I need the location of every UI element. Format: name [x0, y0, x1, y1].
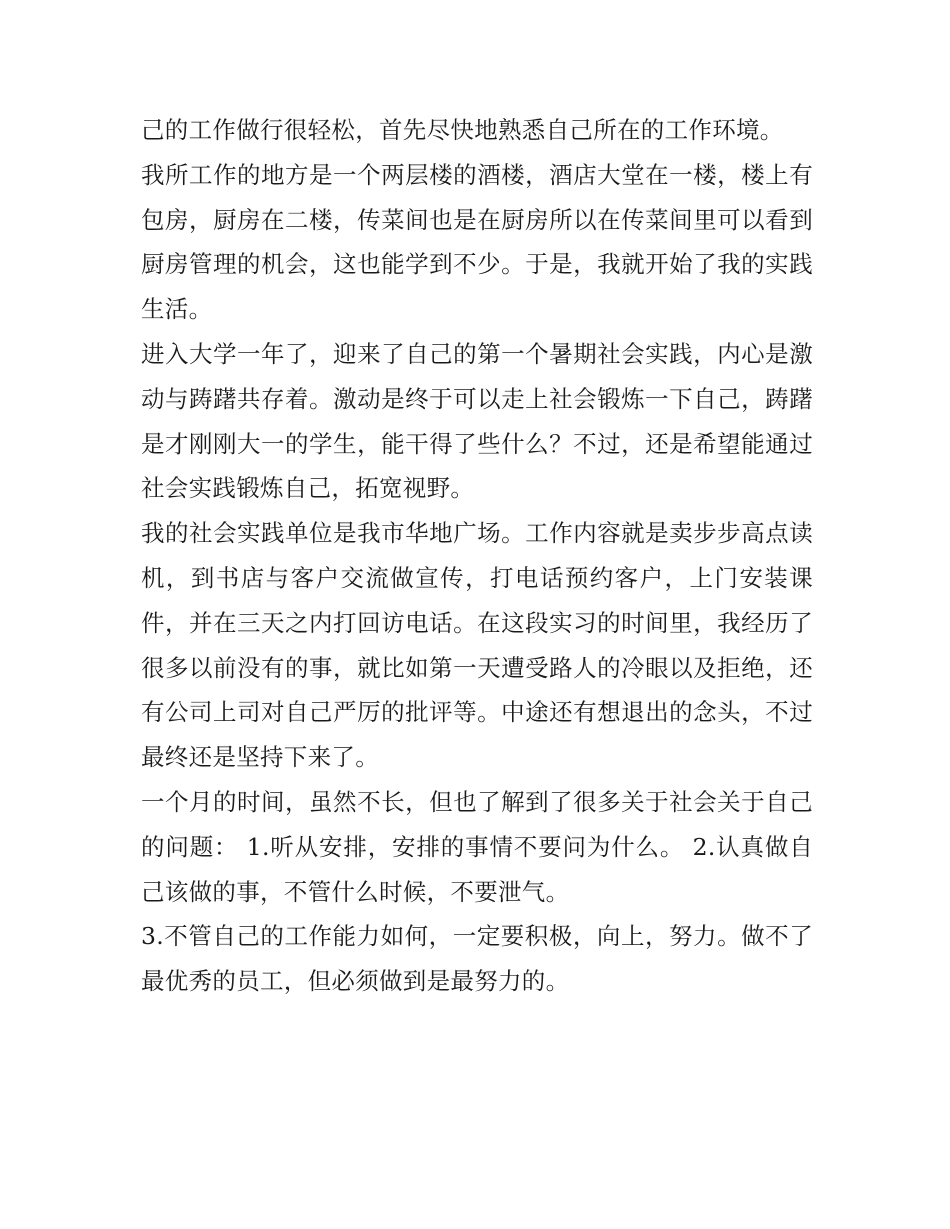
paragraph-4: 我的社会实践单位是我市华地广场。工作内容就是卖步步高点读机，到书店与客户交流做宣传，打电话预约客户，上门安装课件，并在三天之内打回访电话。在这段实习的时间里，我经历了很多以前没有的事，就比如第一天遭受路人的冷眼以及拒绝，还有公司上司对自己严厉的批评等。中途还有想退出的念头，不过最终还是坚持下来了。 — [141, 519, 813, 772]
paragraph-6: 3.不管自己的工作能力如何，一定要积极，向上，努力。做不了最优秀的员工，但必须做到是最努力的。 — [141, 922, 813, 996]
document-body — [141, 108, 813, 1004]
paragraph-5: 一个月的时间，虽然不长，但也了解到了很多关于社会关于自己的问题： 1.听从安排，安排的事情不要问为什么。 2.认真做自己该做的事，不管什么时候，不要泄气。 — [141, 787, 813, 906]
paragraph-3: 进入大学一年了，迎来了自己的第一个暑期社会实践，内心是激动与踌躇共存着。激动是终于可以走上社会锻炼一下自己，踌躇是才刚刚大一的学生，能干得了些什么？不过，还是希望能通过社会实践锻炼自己，拓宽视野。 — [141, 339, 813, 503]
paragraph-1: 己的工作做行很轻松，首先尽快地熟悉自己所在的工作环境。 — [141, 116, 784, 144]
paragraph-2: 我所工作的地方是一个两层楼的酒楼，酒店大堂在一楼，楼上有包房，厨房在二楼，传菜间也是在厨房所以在传菜间里可以看到厨房管理的机会，这也能学到不少。于是，我就开始了我的实践生活。 — [141, 160, 813, 324]
